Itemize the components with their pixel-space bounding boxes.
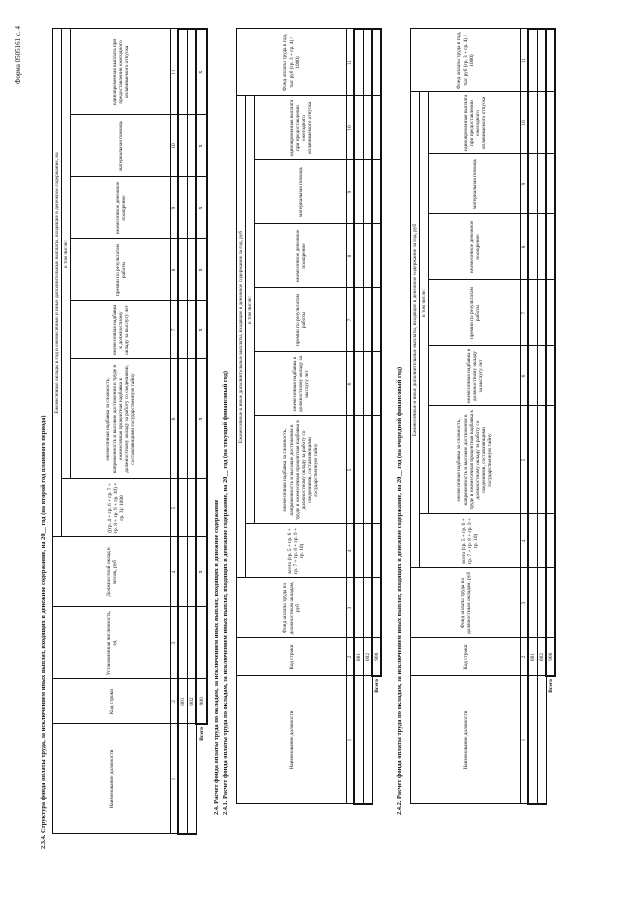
cell[interactable] <box>187 359 196 479</box>
header-c9: материальная помощь <box>429 154 521 214</box>
header-c8: премии по результатам работы <box>71 239 171 301</box>
form-code: Форма 0505161 с. 4 <box>14 26 22 85</box>
header-c11: Фонд оплаты труда в год, тыс руб (гр. 3 + гр. 4) / 1000) <box>411 29 521 92</box>
section-234-title: 2.3.4. Структура фонда оплаты труда, за исключением иных выплат, входящих в денежное содержание, на 20__ год (на второй год планового периода) <box>40 415 47 849</box>
total-label: Всего <box>548 679 555 693</box>
header-position: Наименование должности <box>237 676 347 804</box>
cell[interactable] <box>178 537 187 607</box>
table-row <box>178 29 187 834</box>
table-row <box>537 29 546 804</box>
col-number: 9 <box>347 160 355 224</box>
cell[interactable] <box>528 346 537 406</box>
cell[interactable] <box>178 301 187 359</box>
col-number: 10 <box>521 92 529 154</box>
cell[interactable] <box>354 224 363 288</box>
cell[interactable] <box>363 416 372 524</box>
cell[interactable] <box>537 346 546 406</box>
table-row <box>363 29 372 804</box>
header-c10: единовременная выплата при предоставлении ежегодного оплачиваемого отпуска <box>429 92 521 154</box>
col-number: 7 <box>347 288 355 352</box>
col-number: 7 <box>171 301 179 359</box>
cell[interactable] <box>372 578 381 638</box>
cell[interactable] <box>187 115 196 177</box>
header-row-code: Код строки <box>237 638 347 676</box>
header-in-that-number: в том числе: <box>246 96 255 524</box>
cell[interactable] <box>546 29 555 92</box>
total-row-code: 900 <box>196 679 207 724</box>
cell[interactable] <box>196 479 207 537</box>
cell[interactable] <box>178 359 187 479</box>
col-number: 8 <box>171 239 179 301</box>
cell[interactable] <box>537 280 546 346</box>
cell-position[interactable] <box>363 676 372 804</box>
header-group: Ежемесячные и иные дополнительные выплаты, входящие в денежное содержание за год, руб <box>237 96 246 578</box>
cell[interactable] <box>187 479 196 537</box>
x-mark: x <box>196 29 207 115</box>
cell[interactable] <box>363 29 372 96</box>
total-label: Всего <box>199 727 205 741</box>
header-in-that-number: в том числе: <box>420 92 429 514</box>
header-c7: премии по результатам работы <box>255 288 347 352</box>
section-241-title: 2.4.1. Расчет фонда оплаты труда по окладам, за исключением иных выплат, входящих в денежное содержание, на 20__ год (на текущий финансовый год) <box>222 370 229 815</box>
cell-position[interactable] <box>528 676 537 804</box>
col-number: 1 <box>171 724 179 834</box>
col-number: 5 <box>171 479 179 537</box>
cell-position[interactable] <box>178 724 187 834</box>
cell[interactable] <box>546 154 555 214</box>
col-number: 3 <box>347 578 355 638</box>
cell[interactable] <box>372 160 381 224</box>
table-242 <box>410 28 556 805</box>
col-number: 11 <box>171 29 179 115</box>
header-salary: Должностной оклад в месяц, руб <box>53 537 171 607</box>
cell[interactable] <box>187 607 196 679</box>
col-number: 5 <box>521 406 529 514</box>
total-row-code: 900 <box>372 638 381 676</box>
cell[interactable] <box>363 288 372 352</box>
x-mark: x <box>196 239 207 301</box>
total-row <box>196 29 207 834</box>
cell[interactable] <box>528 406 537 514</box>
header-row-code: Код строки <box>411 638 521 676</box>
cell-row-code: 001 <box>528 638 537 676</box>
header-c8: ежемесячное денежное поощрение <box>255 224 347 288</box>
header-row-code: Код строки <box>53 679 171 724</box>
col-number: 9 <box>171 177 179 239</box>
header-c7: ежемесячная надбавка к должностному окладу за выслугу лет <box>71 301 171 359</box>
col-number: 11 <box>521 29 529 92</box>
col-number: 8 <box>347 224 355 288</box>
cell[interactable] <box>354 160 363 224</box>
header-c10: материальная помощь <box>71 115 171 177</box>
section-242-title: 2.4.2. Расчет фонда оплаты труда по окладам, за исключением иных выплат, входящих в денежное содержание, на 20__ год (на очередной финансовый год) <box>396 366 403 815</box>
col-number: 8 <box>521 214 529 280</box>
cell[interactable] <box>178 479 187 537</box>
cell-position[interactable] <box>537 676 546 804</box>
cell[interactable] <box>178 239 187 301</box>
cell[interactable] <box>528 214 537 280</box>
cell[interactable] <box>363 96 372 160</box>
cell[interactable] <box>528 514 537 568</box>
header-c6: ежемесячная надбавка к должностному окладу за выслугу лет <box>429 346 521 406</box>
table-row <box>354 29 363 804</box>
cell-row-code: 002 <box>537 638 546 676</box>
cell[interactable] <box>372 96 381 160</box>
total-row <box>546 29 555 804</box>
total-row-code: 900 <box>546 638 555 676</box>
header-c11: единовременная выплата при предоставлении ежегодного оплачиваемого отпуска <box>71 29 171 115</box>
header-fund-salary: Фонд оплаты труда по должностным окладам, руб <box>411 568 521 638</box>
cell-row-code: 002 <box>187 679 196 724</box>
header-c9: материальная помощь <box>255 160 347 224</box>
cell[interactable] <box>363 160 372 224</box>
cell[interactable] <box>546 346 555 406</box>
cell[interactable] <box>178 177 187 239</box>
col-number: 10 <box>347 96 355 160</box>
col-number: 4 <box>347 524 355 578</box>
col-number: 2 <box>171 679 179 724</box>
cell-position[interactable] <box>187 724 196 834</box>
cell[interactable] <box>178 29 187 115</box>
cell[interactable] <box>354 416 363 524</box>
cell[interactable] <box>372 524 381 578</box>
total-label: Всего <box>374 679 381 693</box>
cell[interactable] <box>528 280 537 346</box>
header-c6: ежемесячная надбавка к должностному окладу за выслугу лет <box>255 352 347 416</box>
x-mark: x <box>196 301 207 359</box>
col-number: 3 <box>521 568 529 638</box>
header-group: Ежемесячные и иные дополнительные выплаты, входящие в денежное содержание за год, руб <box>411 92 420 568</box>
cell[interactable] <box>363 224 372 288</box>
col-number: 4 <box>171 537 179 607</box>
header-total: всего (гр. 5 + гр. 6 + гр. 7 + гр. 8 + гр. 9 + гр. 10) <box>246 524 347 578</box>
cell[interactable] <box>354 352 363 416</box>
header-group: Ежемесячные оклады в год и ежемесячные и иные дополнительные выплаты, входящие в денежное содержание, на <box>53 29 62 537</box>
col-number: 11 <box>347 29 355 96</box>
cell[interactable] <box>372 416 381 524</box>
cell[interactable] <box>372 352 381 416</box>
table-241 <box>236 28 382 805</box>
cell[interactable] <box>537 92 546 154</box>
x-mark: x <box>196 177 207 239</box>
cell[interactable] <box>363 524 372 578</box>
cell[interactable] <box>372 224 381 288</box>
cell[interactable] <box>537 514 546 568</box>
cell[interactable] <box>363 578 372 638</box>
cell[interactable] <box>187 239 196 301</box>
cell-row-code: 001 <box>354 638 363 676</box>
cell[interactable] <box>537 568 546 638</box>
header-c9: ежемесячное денежное поощрение <box>71 177 171 239</box>
header-total: всего (гр. 5 + гр. 6 + гр. 7 + гр. 8 + гр. 9 + гр. 10) <box>420 514 521 568</box>
col-number: 7 <box>521 280 529 346</box>
header-c8: ежемесячное денежное поощрение <box>429 214 521 280</box>
header-position: Наименование должности <box>411 676 521 804</box>
cell[interactable] <box>372 29 381 96</box>
cell[interactable] <box>187 301 196 359</box>
header-c11: Фонд оплаты труда в год, тыс руб (гр. 3 + гр. 4) / 1000) <box>237 29 347 96</box>
col-number: 6 <box>171 359 179 479</box>
cell[interactable] <box>546 92 555 154</box>
cell[interactable] <box>178 607 187 679</box>
header-in-that-number: в том числе: <box>62 29 71 479</box>
cell-row-code: 001 <box>178 679 187 724</box>
cell[interactable] <box>528 154 537 214</box>
col-number: 1 <box>521 676 529 804</box>
header-c5: ежемесячная надбавка за сложность, напряженность и высокие достижения в труде и ежемесячная процентная надбавка к должностному окладу за работу со сведениями, составляющими государственную тайну <box>255 416 347 524</box>
cell[interactable] <box>354 524 363 578</box>
col-number: 6 <box>521 346 529 406</box>
cell[interactable] <box>354 288 363 352</box>
cell[interactable] <box>546 214 555 280</box>
header-c5: ежемесячная надбавка за сложность, напряженность и высокие достижения в труде и ежемесячная процентная надбавка к должностному окладу за работу со сведениями, составляющими государственную тайну <box>429 406 521 514</box>
cell[interactable] <box>187 29 196 115</box>
cell[interactable] <box>546 280 555 346</box>
cell[interactable] <box>537 214 546 280</box>
cell[interactable] <box>354 578 363 638</box>
cell-row-code: 002 <box>363 638 372 676</box>
col-number: 3 <box>171 607 179 679</box>
col-number: 10 <box>171 115 179 177</box>
col-number: 5 <box>347 416 355 524</box>
cell[interactable] <box>546 514 555 568</box>
header-headcount: Установленная численность, ед <box>53 607 171 679</box>
cell[interactable] <box>363 352 372 416</box>
col-number: 6 <box>347 352 355 416</box>
cell[interactable] <box>196 607 207 679</box>
col-number: 9 <box>521 154 529 214</box>
section-24-title: 2.4. Расчет фонда оплаты труда по окладам, за исключением иных выплат, входящих в денежное содержание <box>213 499 220 815</box>
x-mark: x <box>196 359 207 479</box>
table-row <box>528 29 537 804</box>
col-number: 1 <box>347 676 355 804</box>
header-fund-salary: Фонд оплаты труда по должностным окладам, руб <box>237 578 347 638</box>
cell[interactable] <box>354 96 363 160</box>
x-mark: x <box>196 537 207 607</box>
col-number: 2 <box>347 638 355 676</box>
cell-position[interactable] <box>354 676 363 804</box>
cell[interactable] <box>546 568 555 638</box>
header-position: Наименование должности <box>53 724 171 834</box>
cell[interactable] <box>537 154 546 214</box>
header-c7: премии по результатам работы <box>429 280 521 346</box>
header-c10: единовременная выплата при предоставлении ежегодного оплачиваемого отпуска <box>255 96 347 160</box>
cell[interactable] <box>187 177 196 239</box>
cell[interactable] <box>537 29 546 92</box>
col-number: 4 <box>521 514 529 568</box>
col-number: 2 <box>521 638 529 676</box>
total-row <box>372 29 381 804</box>
cell[interactable] <box>528 29 537 92</box>
table-234 <box>52 28 208 835</box>
cell[interactable] <box>528 92 537 154</box>
header-formula: ((гр. 4 + гр. 6 + гр. 7 + гр. 8 + гр. 9 + гр. 10) × гр. 3)/ 1000 <box>62 479 171 537</box>
cell[interactable] <box>546 406 555 514</box>
cell[interactable] <box>178 115 187 177</box>
cell[interactable] <box>372 288 381 352</box>
cell[interactable] <box>354 29 363 96</box>
x-mark: x <box>196 115 207 177</box>
header-c6: ежемесячная надбавка за сложность, напряженность и высокие достижения в труде и ежемесячная процентная надбавка к должностному окладу за работу со сведениями, составляющими государственную тайну <box>71 359 171 479</box>
cell[interactable] <box>537 406 546 514</box>
cell[interactable] <box>187 537 196 607</box>
cell[interactable] <box>528 568 537 638</box>
table-row <box>187 29 196 834</box>
